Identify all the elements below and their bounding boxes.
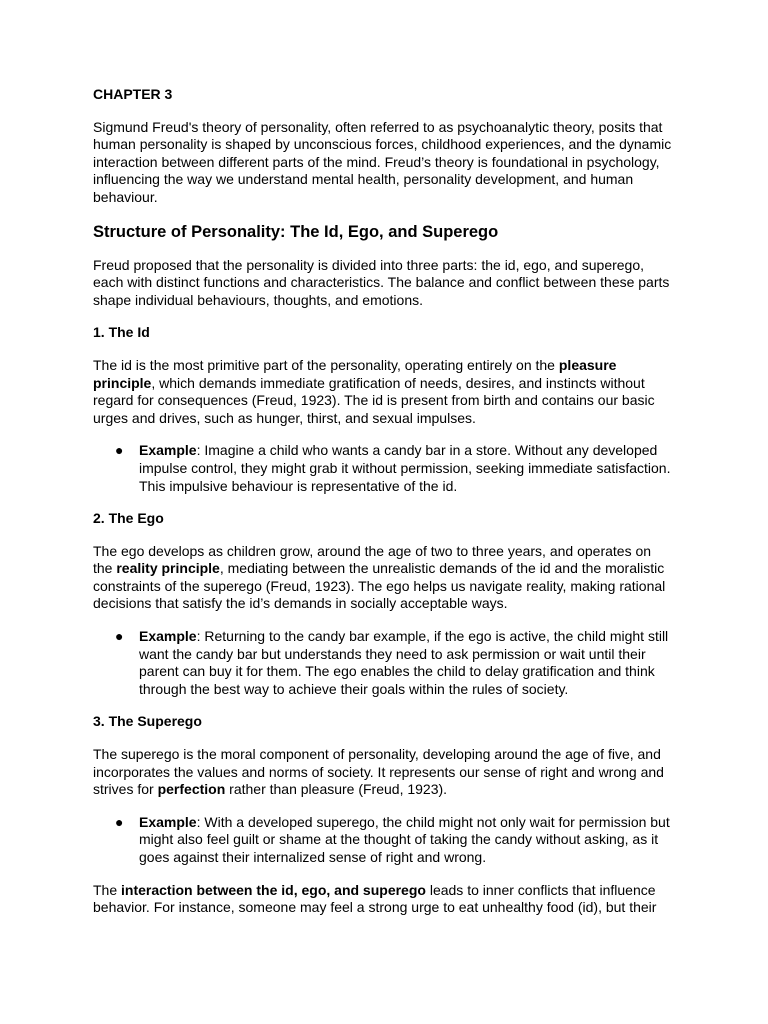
bullet-icon: ●: [115, 628, 124, 645]
superego-heading: 3. The Superego: [93, 713, 202, 730]
ego-paragraph: [93, 543, 674, 613]
superego-text-1: The superego is the moral component of personality, developing around the age of five, and incorporates the values and norms of society. It represents our sense of right and wrong and strives for: [93, 746, 664, 798]
ego-bold-term: reality principle: [116, 560, 220, 577]
ego-example-list: [93, 628, 674, 698]
id-text-1: The id is the most primitive part of the personality, operating entirely on the: [93, 356, 559, 373]
example-text: : Returning to the candy bar example, if the ego is active, the child might still want the candy bar but understands they need to ask permission or wait until their parent can buy it for them. The ego enables the child to delay gratification and think through the best way to achieve their goals within the rules of society.: [139, 628, 669, 697]
list-item: [93, 628, 674, 698]
superego-bold-term: perfection: [157, 781, 226, 798]
closing-text-1: The: [93, 881, 122, 898]
closing-bold-term: interaction between the id, ego, and superego: [121, 881, 426, 898]
example-label: Example: [139, 442, 197, 459]
section-heading: Structure of Personality: The Id, Ego, and Superego: [93, 222, 499, 241]
example-text: : Imagine a child who wants a candy bar in a store. Without any developed impulse control, they might grab it without permission, seeking immediate satisfaction. This impulsive behaviour is representative of the id.: [139, 442, 671, 494]
id-heading: 1. The Id: [93, 324, 150, 341]
id-paragraph: [93, 357, 674, 427]
intro-paragraph: Sigmund Freud's theory of personality, often referred to as psychoanalytic theory, posits that human personality is shaped by unconscious forces, childhood experiences, and the dynamic interaction between different parts of the mind. Freud’s theory is foundational in psychology, influencing the way we understand mental health, personality development, and human behaviour.: [93, 118, 672, 205]
closing-text-2: leads to inner conflicts that influence behavior. For instance, someone may feel a strong urge to eat unhealthy food (id), but their: [93, 881, 657, 916]
id-text-2: , which demands immediate gratification of needs, desires, and instincts without regard for consequences (Freud, 1923). The id is present from birth and contains our basic urges and drives, such as hunger, thirst, and sexual impulses.: [93, 374, 655, 426]
ego-text-2: , mediating between the unrealistic demands of the id and the moralistic constraints of the superego (Freud, 1923). The ego helps us navigate reality, making rational decisions that satisfy the id’s demands in socially acceptable ways.: [93, 560, 666, 612]
example-text: : With a developed superego, the child might not only wait for permission but might also feel guilt or shame at the thought of taking the candy without asking, as it goes against their internalized sense of right and wrong.: [139, 813, 670, 865]
superego-text-2: rather than pleasure (Freud, 1923).: [225, 781, 448, 798]
closing-paragraph: [93, 882, 674, 917]
id-bold-term: pleasure principle: [93, 356, 617, 391]
superego-example-list: [93, 814, 674, 867]
list-item: [93, 442, 674, 495]
list-item: [93, 814, 674, 867]
ego-heading: 2. The Ego: [93, 510, 164, 527]
overview-paragraph: Freud proposed that the personality is divided into three parts: the id, ego, and superego, each with distinct functions and characteristics. The balance and conflict between these parts shape individual behaviours, thoughts, and emotions.: [93, 256, 670, 308]
example-label: Example: [139, 813, 197, 830]
chapter-label: CHAPTER 3: [93, 86, 173, 102]
bullet-icon: ●: [115, 442, 124, 459]
bullet-icon: ●: [115, 813, 124, 830]
ego-text-1: The ego develops as children grow, around the age of two to three years, and operates on the: [93, 542, 652, 577]
superego-paragraph: [93, 746, 674, 799]
example-label: Example: [139, 628, 197, 645]
id-example-list: [93, 442, 674, 495]
